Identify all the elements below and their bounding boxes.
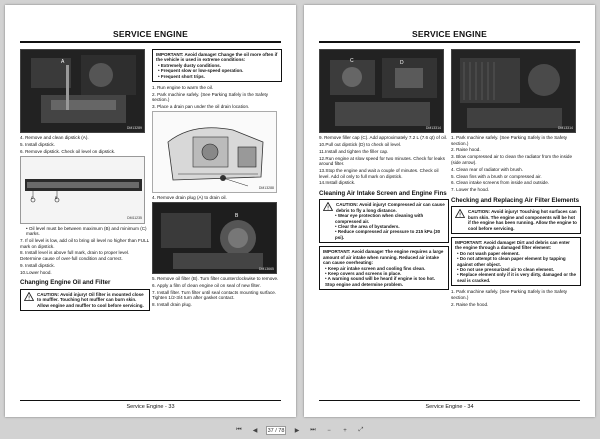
- fullscreen-icon[interactable]: ⤢: [358, 427, 364, 433]
- oil-level-bullet: • Oil level must be between maximum (B) and minimum (C) marks.: [20, 226, 150, 237]
- important-item: • Extremely dusty conditions.: [156, 63, 278, 68]
- svg-text:B: B: [235, 213, 239, 220]
- important-item: • A warning sound will be heard if engine is too hot. Stop engine and determine problem.: [323, 276, 445, 287]
- important-intro: IMPORTANT: Avoid damage! Change the oil more often if the vehicle is used in extreme conditions:: [156, 52, 278, 63]
- mark-label-b: B: [55, 195, 58, 200]
- last-page-icon[interactable]: ⏭: [310, 427, 316, 433]
- caution-box: [20, 289, 150, 311]
- step-text: 1. Run engine to warm the oil.: [152, 85, 214, 91]
- step-text: 11.Install and tighten the filler cap.: [319, 148, 389, 154]
- caution-box: [319, 199, 449, 243]
- warning-triangle-icon: [455, 209, 465, 218]
- right-header-rule: [319, 41, 580, 43]
- step-text: 9. Remove filler cap (C). Add approximately 7.2 L (7.6 qt) of oil.: [319, 135, 448, 140]
- zoom-out-icon[interactable]: −: [327, 427, 331, 434]
- step-text: 13.Stop the engine and wait a couple of minutes. Check oil level. Add oil only to full mark on dipstick.: [319, 168, 439, 179]
- radiator-photo: [451, 49, 576, 133]
- step-text: 4. Remove and clean dipstick (A).: [20, 135, 89, 140]
- viewer-toolbar: [0, 422, 600, 439]
- svg-text:C: C: [350, 58, 354, 64]
- photo-code: DM13289: [126, 125, 142, 130]
- photo-code: DM11235: [127, 216, 142, 221]
- svg-text:!: !: [327, 205, 329, 212]
- section-title-engine-oil: Changing Engine Oil and Filter: [20, 279, 111, 287]
- caution-item: • Wear eye protection when cleaning with compressed air.: [333, 213, 445, 224]
- left-page-col-2: [152, 49, 282, 309]
- step-text: 2. Raise the hood.: [451, 301, 489, 307]
- step-text: 7. If oil level is low, add oil to bring oil level no higher than FULL mark on dipstick.: [20, 238, 150, 249]
- caution-box: [451, 206, 581, 234]
- right-footer-rule: [319, 400, 580, 401]
- step-text: 2. Raise hood.: [451, 147, 481, 153]
- engine-dipstick-photo: [20, 49, 145, 133]
- important-box: [451, 237, 581, 286]
- step-text: 14.Install dipstick.: [319, 180, 356, 186]
- important-box: [152, 49, 282, 82]
- warning-triangle-icon: [323, 202, 333, 211]
- important-item: • Do not use pressurized air to clean element.: [455, 267, 577, 272]
- caution-text: CAUTION: Avoid injury! Compressed air can cause debris to fly a long distance.: [336, 202, 445, 213]
- svg-text:!: !: [459, 212, 461, 219]
- engine-drain-diagram: [152, 111, 277, 193]
- important-item: • Keep covers and screens in place.: [323, 271, 445, 276]
- page-number-input[interactable]: 37 / 78: [267, 428, 285, 434]
- section-title-air-intake: Cleaning Air Intake Screen and Engine Fins: [319, 189, 447, 197]
- svg-text:A: A: [61, 59, 65, 65]
- next-page-icon[interactable]: ▶: [294, 428, 300, 434]
- dipstick-diagram: [20, 156, 145, 224]
- filler-cap-photo: [319, 49, 444, 133]
- zoom-in-icon[interactable]: +: [343, 427, 347, 434]
- left-page-footer: Service Engine - 33: [126, 404, 175, 410]
- important-item: • Replace element only if it is very dirty, damaged or the seal is cracked.: [455, 272, 577, 283]
- step-text: 4. Remove drain plug (A) to drain oil.: [152, 195, 227, 201]
- important-item: • Do not attempt to clean paper element by tapping against other object.: [455, 256, 577, 267]
- step-text: 6. Clean intake screens from inside and outside.: [451, 180, 550, 186]
- step-text: 8. Install drain plug.: [152, 302, 192, 308]
- svg-text:!: !: [28, 295, 30, 301]
- step-text: 9. Install dipstick.: [20, 262, 55, 268]
- step-text: 1. Park machine safely. (See Parking Safely in the Safety section.): [451, 289, 568, 300]
- step-text: 10.Pull out dipstick (D) to check oil level.: [319, 141, 402, 147]
- step-text: 5. Install dipstick.: [20, 141, 55, 147]
- photo-code: DM13288: [258, 185, 274, 190]
- left-footer-rule: [20, 400, 281, 401]
- caution-item: • Clear the area of bystanders.: [333, 224, 445, 229]
- section-title-air-filter: Checking and Replacing Air Filter Elements: [451, 196, 580, 204]
- caution-item: • Reduce compressed air pressure to 215 kPa (30 psi).: [333, 229, 445, 240]
- important-item: • Frequent slow or low-speed operation.: [156, 68, 278, 73]
- step-text: 4. Clean rear of radiator with brush.: [451, 166, 524, 172]
- photo-code: DM13314: [425, 125, 441, 130]
- important-box: [319, 246, 449, 290]
- step-text: 5. Clean fins with a brush or compressed air.: [451, 173, 542, 179]
- left-page-header: SERVICE ENGINE: [113, 29, 188, 39]
- step-text: 5. Remove oil filter (B). Turn filter counterclockwise to remove.: [152, 276, 279, 282]
- right-page-footer: Service Engine - 34: [425, 404, 474, 410]
- right-page: [304, 5, 595, 417]
- oil-filter-photo: [152, 202, 277, 274]
- left-page: [5, 5, 296, 417]
- caution-text: CAUTION: Avoid injury! Touching hot surfaces can burn skin. The engine and components will be hot if the engine has been running. Allow the engine to cool before servicing.: [468, 209, 577, 231]
- svg-text:D: D: [400, 60, 404, 66]
- prev-page-icon[interactable]: ◀: [252, 428, 258, 434]
- step-text: 8. Install level is above full mark, drain to proper level. Determine cause of over-full condition and correct.: [20, 250, 130, 261]
- step-text: 3. Place a drain pan under the oil drain location.: [152, 104, 250, 110]
- right-page-col-1: [319, 49, 449, 293]
- warning-triangle-icon: [24, 292, 34, 301]
- step-text: 2. Park machine safely. (See Parking Safely in the Safety section.): [152, 91, 269, 103]
- step-text: 1. Park machine safely. (See Parking Safely in the Safety section.): [451, 135, 568, 146]
- important-item: • Do not wash paper element.: [455, 251, 577, 256]
- first-page-icon[interactable]: ⏮: [236, 427, 242, 433]
- right-page-header: SERVICE ENGINE: [412, 29, 487, 39]
- step-text: 12.Run engine at slow speed for two minutes. Check for leaks around filter.: [319, 155, 445, 167]
- right-page-col-2: [451, 49, 581, 309]
- left-page-col-1: [20, 49, 150, 314]
- caution-text: CAUTION: Avoid injury! Oil filter is mounted close to muffler. Touching hot muffler can burn skin. Allow engine and muffler to cool before servicing.: [37, 291, 144, 308]
- important-item: • Frequent short trips.: [156, 74, 278, 79]
- step-text: 3. Blow compressed air to clean the radiator from the inside (side arrow).: [451, 154, 573, 165]
- important-intro: IMPORTANT: Avoid damage! Dirt and debris can enter the engine through a damaged filter element:: [455, 239, 570, 251]
- photo-code: DM13665: [258, 266, 274, 271]
- important-item: • Keep air intake screen and cooling fins clean.: [323, 266, 445, 271]
- photo-code: DM13314: [557, 125, 573, 130]
- step-text: 6. Remove dipstick. Check oil level on dipstick.: [20, 148, 116, 154]
- mark-label-c: C: [31, 195, 34, 200]
- step-text: 6. Apply a film of clean engine oil on seal of new filter.: [152, 282, 261, 288]
- step-text: 7. Install filter. Turn filter until seal contacts mounting surface. Tighten 1/2-3/4 turn after gasket contact.: [152, 289, 277, 301]
- important-intro: IMPORTANT: Avoid damage! The engine requires a large amount of air intake when running. Reduced air intake can cause overheating:: [323, 249, 444, 266]
- step-text: 7. Lower the hood.: [451, 187, 490, 193]
- step-text: 10.Lower hood.: [20, 269, 52, 275]
- left-header-rule: [20, 41, 281, 43]
